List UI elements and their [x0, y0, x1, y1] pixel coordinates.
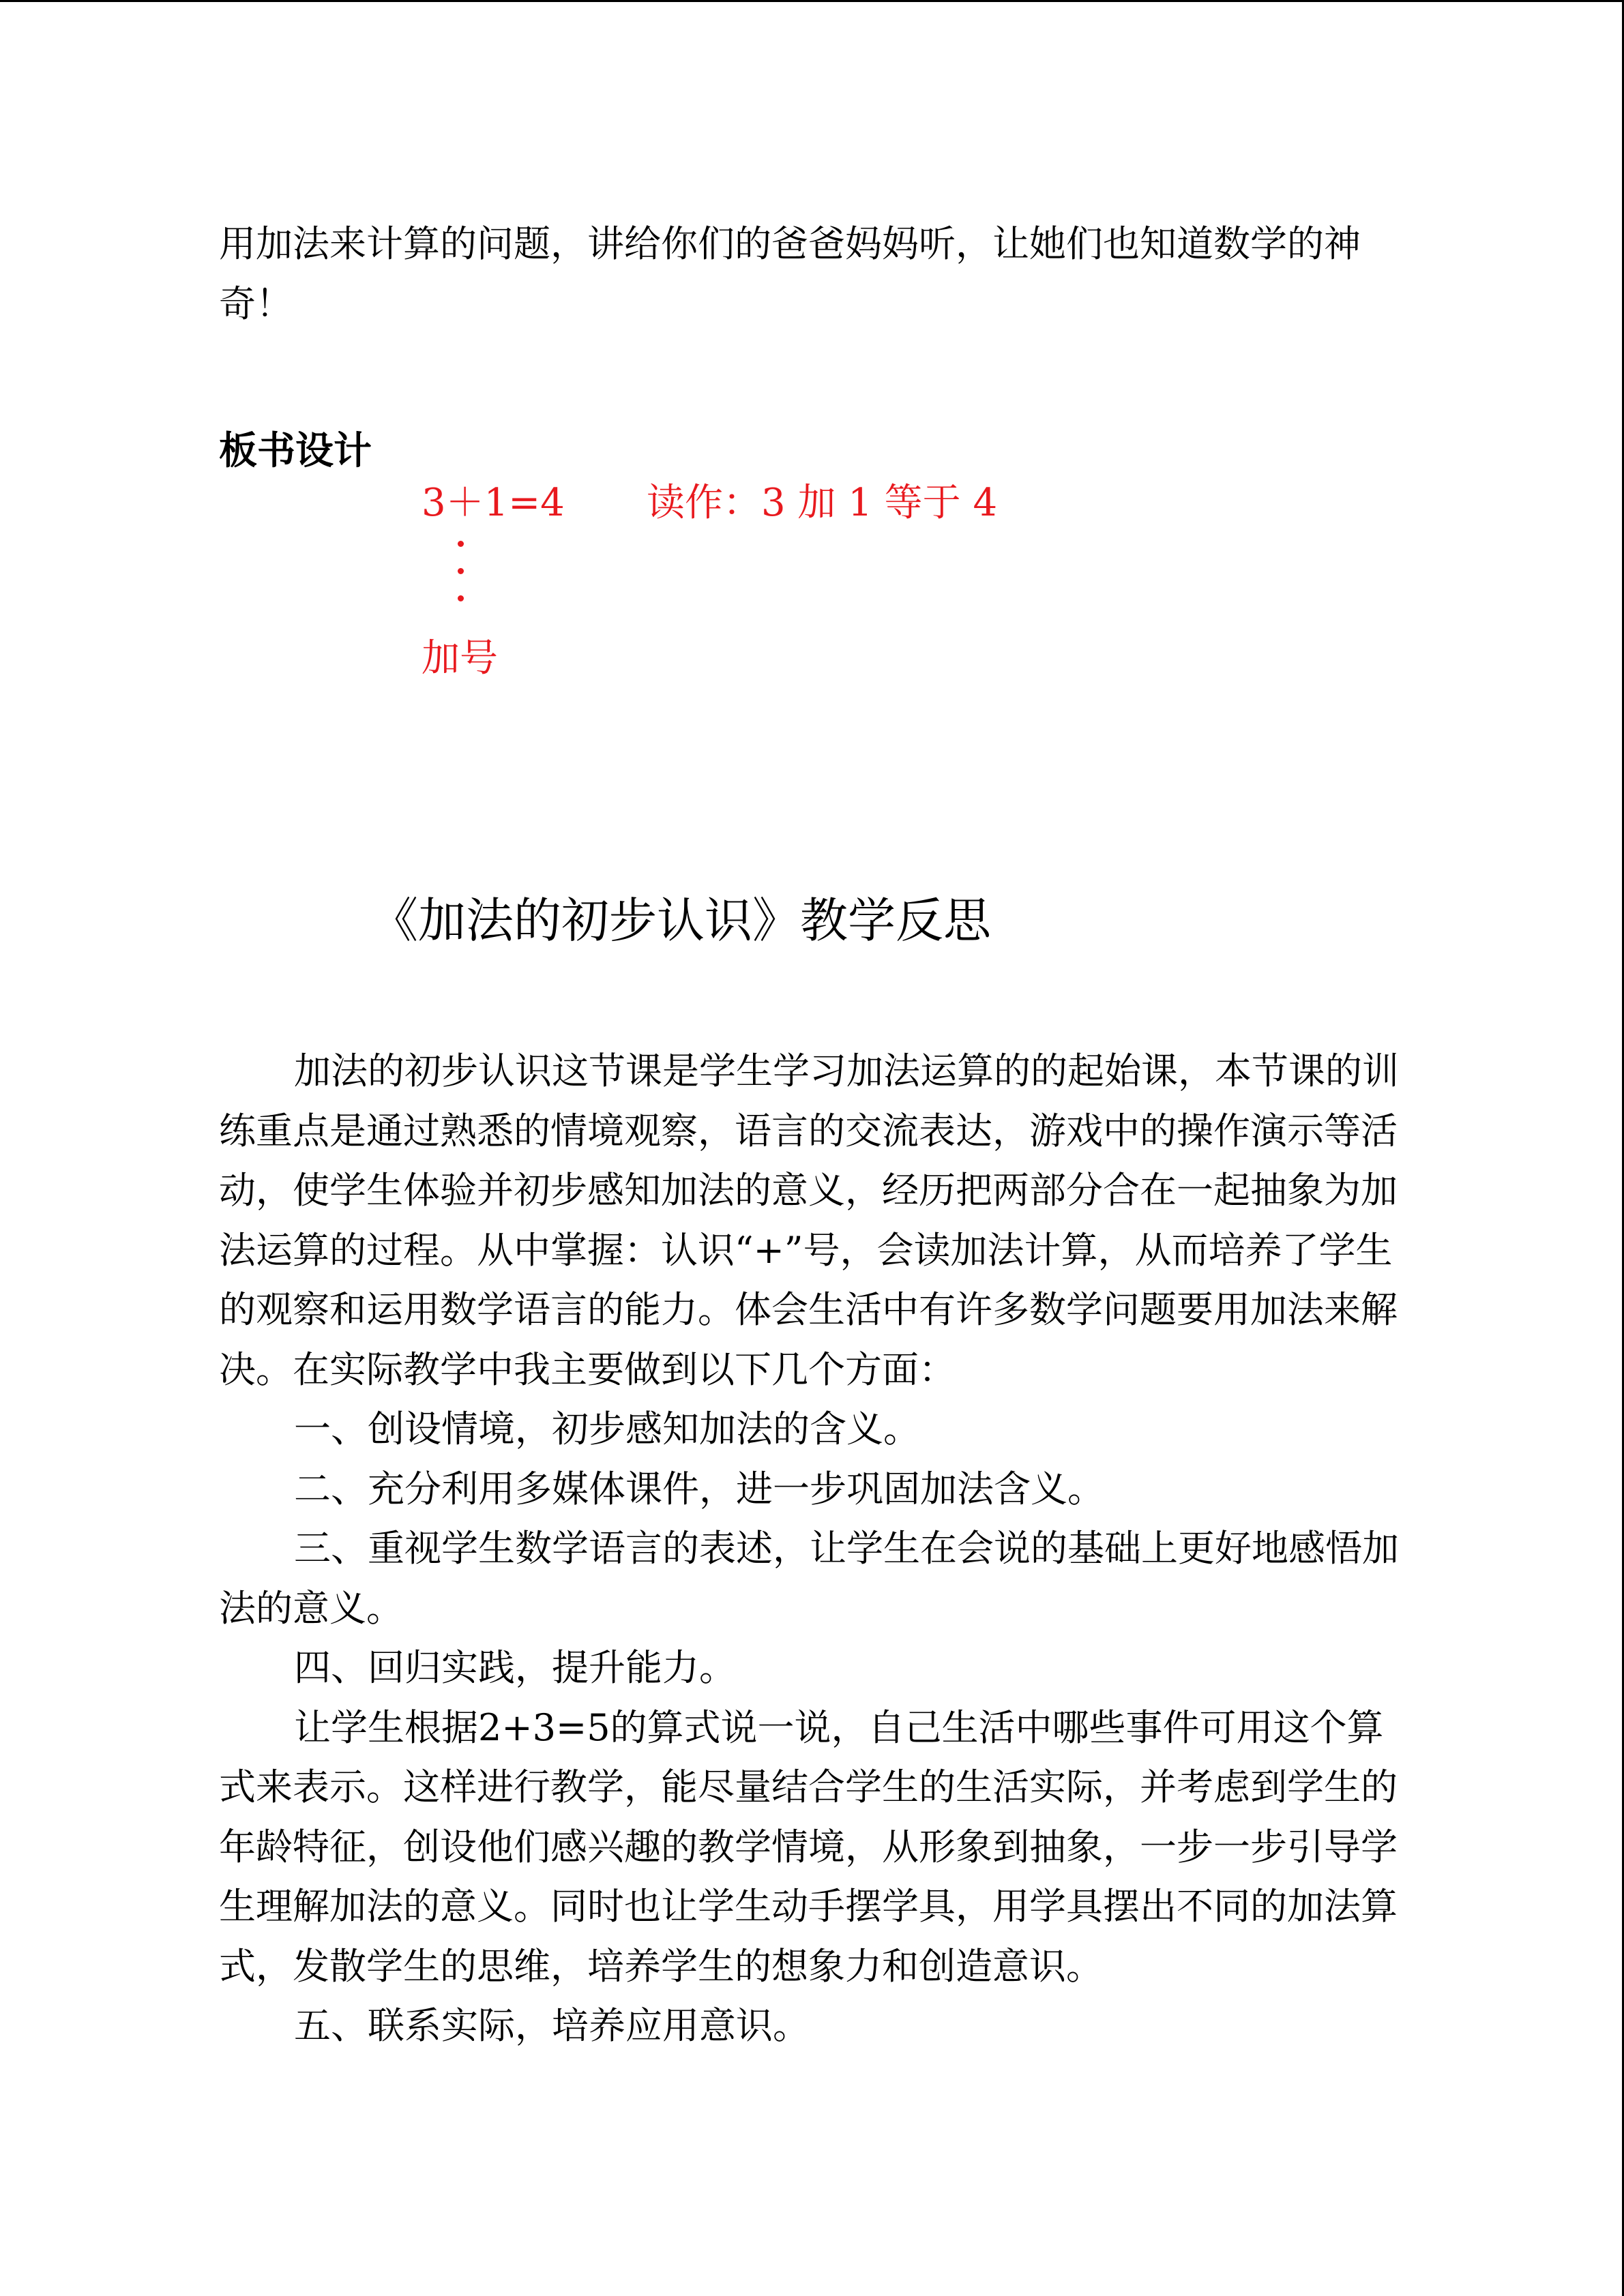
intro-paragraph: 用加法来计算的问题，讲给你们的爸爸妈妈听，让她们也知道数学的神奇！ — [219, 222, 1361, 325]
reflection-body — [219, 1041, 1406, 2056]
pointer-dot — [458, 541, 464, 547]
reflection-point-4: 四、回归实践，提升能力。 — [294, 1646, 736, 1689]
reflection-point-3: 三、重视学生数学语言的表述，让学生在会说的基础上更好地感悟加法的意义。 — [219, 1527, 1399, 1630]
pointer-dot — [458, 568, 464, 574]
board-formula: 3＋1=4 — [422, 481, 565, 525]
page-border-top — [0, 0, 1624, 2]
board-reading: 读作：3 加 1 等于 4 — [647, 481, 998, 525]
reflection-paragraph: 加法的初步认识这节课是学生学习加法运算的的起始课，本节课的训练重点是通过熟悉的情境观察，语言的交流表达，游戏中的操作演示等活动，使学生体验并初步感知加法的意义，经历把两部分合在一起抽象为加法运算的过程。从中掌握：认识“+”号，会读加法计算，从而培养了学生的观察和运用数学语言的能力。体会生活中有许多数学问题要用加法来解决。在实际教学中我主要做到以下几个方面： — [219, 1049, 1399, 1391]
reflection-paragraph: 让学生根据2+3=5的算式说一说，自己生活中哪些事件可用这个算式来表示。这样进行教学，能尽量结合学生的生活实际，并考虑到学生的年龄特征，创设他们感兴趣的教学情境，从形象到抽象，一步一步引导学生理解加法的意义。同时也让学生动手摆学具，用学具摆出不同的加法算式，发散学生的思维，培养学生的想象力和创造意识。 — [219, 1705, 1398, 1988]
reflection-title: 《加法的初步认识》教学反思 — [370, 893, 991, 949]
board-design-heading: 板书设计 — [219, 429, 372, 473]
board-plus-label: 加号 — [422, 636, 498, 681]
reflection-point-1: 一、创设情境，初步感知加法的含义。 — [294, 1407, 920, 1450]
pointer-dot — [458, 595, 464, 601]
reflection-point-5: 五、联系实际，培养应用意识。 — [294, 2004, 810, 2047]
reflection-point-2: 二、充分利用多媒体课件，进一步巩固加法含义。 — [294, 1467, 1104, 1510]
